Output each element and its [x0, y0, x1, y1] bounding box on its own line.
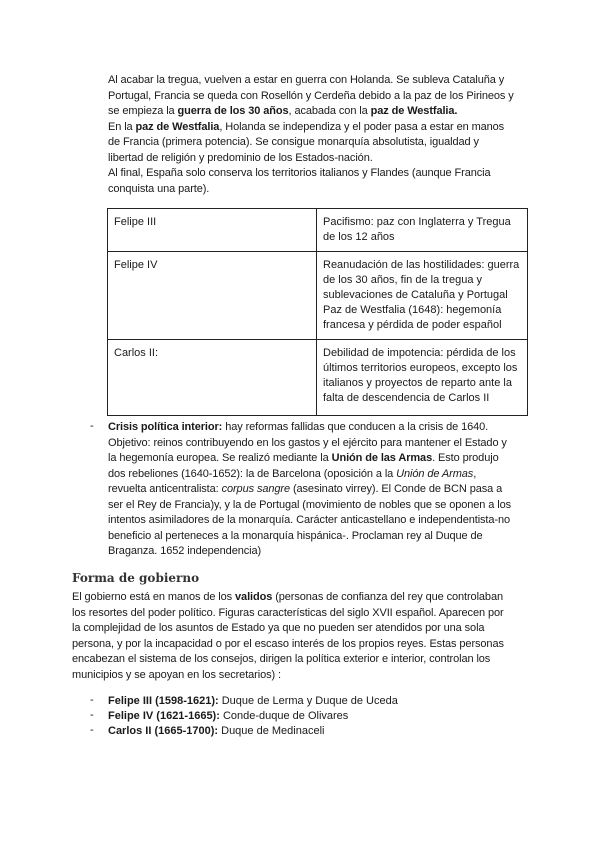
- text-line: [108, 482, 538, 498]
- text-span: se empieza la: [108, 105, 178, 117]
- bold-term: guerra de los 30 años: [177, 105, 289, 117]
- table-row: [108, 340, 528, 416]
- text-span: Duque de Lerma y Duque de Uceda: [218, 695, 398, 707]
- text-line: libertad de religión y predominio de los Estados-nación.: [108, 151, 373, 164]
- table-cell-king: Carlos II:: [108, 340, 317, 416]
- text-span: (personas de confianza del rey que controlaban: [272, 591, 503, 603]
- text-span: . Esto produjo: [432, 452, 499, 464]
- text-span: ,: [473, 467, 477, 480]
- text-line: beneficio al perteneces a la monarquía hispánica-. Proclaman rey al Duque de: [108, 529, 483, 542]
- text-span: (asesinato virrey). El Conde de BCN pasa a: [289, 483, 503, 495]
- table-row: [108, 252, 528, 340]
- bold-term: Carlos II (1665-1700):: [108, 725, 219, 737]
- text-span: , Holanda se independiza y el poder pasa a estar en manos: [219, 120, 505, 133]
- text-line: [108, 120, 538, 136]
- list-dash: -: [90, 420, 94, 432]
- bold-term: Felipe III (1598-1621):: [108, 695, 219, 707]
- text-span: dos rebeliones (1640-1652): la de Barcelona (oposición a la: [108, 467, 397, 480]
- list-dash: -: [90, 724, 94, 736]
- text-line: Al acabar la tregua, vuelven a estar en guerra con Holanda. Se subleva Cataluña y: [108, 74, 505, 86]
- text-line: persona, y por la incapacidad o por el escaso interés de los propios reyes. Estas personas: [72, 637, 504, 650]
- text-line: Al final, España solo conserva los territorios italianos y Flandes (aunque Francia: [108, 167, 491, 179]
- section-heading: Forma de gobierno: [72, 571, 200, 585]
- kings-table: [107, 208, 528, 416]
- paragraph-validos: [72, 590, 532, 683]
- list-dash: -: [90, 694, 94, 706]
- bold-term: paz de Westfalia: [135, 120, 220, 133]
- text-span: hay reformas fallidas que conducen a la crisis de 1640.: [222, 421, 489, 433]
- text-line: ser el Rey de Francia)y, y la de Portugal (movimiento de nobles que se oponen a los: [108, 498, 511, 511]
- text-span: En la: [108, 120, 136, 133]
- text-line: Portugal, Francia se queda con Rosellón y Cerdeña debido a la paz de los Pirineos y: [108, 89, 514, 102]
- list-item: [108, 694, 398, 709]
- paragraph-intro: [108, 73, 538, 197]
- bold-term: Crisis política interior:: [108, 421, 223, 433]
- table-cell-desc: Debilidad de impotencia: pérdida de los últimos territorios europeos, excepto los italianos y proyectos de reparto ante la falta de descendencia de Carlos II: [317, 340, 528, 416]
- italic-term: corpus sangre: [221, 483, 290, 495]
- text-span: Conde-duque de Olivares: [219, 710, 349, 722]
- text-line: la complejidad de los asuntos de Estado ya que no pueden ser atendidos por una sola: [72, 622, 485, 634]
- text-line: conquista una parte).: [108, 182, 210, 195]
- text-line: [108, 451, 538, 467]
- list-item: [108, 724, 324, 739]
- text-span: , acabada con la: [288, 105, 371, 117]
- text-line: [108, 420, 538, 436]
- text-span: Duque de Medinaceli: [218, 725, 325, 737]
- text-span: la hegemonía europea. Se realizó mediante la: [108, 452, 332, 464]
- table-row: [108, 209, 528, 252]
- text-span: revuelta anticentralista:: [108, 483, 222, 495]
- table-cell-king: Felipe IV: [108, 252, 317, 340]
- list-dash: -: [90, 709, 94, 721]
- bold-term: Unión de las Armas: [331, 452, 433, 464]
- bold-term: validos: [235, 591, 273, 603]
- crisis-paragraph: [108, 420, 538, 560]
- text-line: [108, 104, 538, 120]
- bold-term: Felipe IV (1621-1665):: [108, 710, 220, 722]
- text-line: de Francia (primera potencia). Se consigue monarquía absolutista, igualdad y: [108, 136, 479, 148]
- text-line: los resortes del poder político. Figuras características del siglo XVII español. Aparecen por: [72, 606, 504, 619]
- table-cell-king: Felipe III: [108, 209, 317, 252]
- text-line: Objetivo: reinos contribuyendo en los gastos y el ejército para mantener el Estado y: [108, 436, 507, 449]
- text-line: [108, 467, 538, 483]
- text-line: Braganza. 1652 independencia): [108, 545, 262, 557]
- text-line: municipios y se apoyan en los secretarios) :: [72, 668, 281, 681]
- text-line: [72, 590, 532, 606]
- bold-term: paz de Westfalia.: [370, 105, 458, 117]
- text-span: El gobierno está en manos de los: [72, 591, 236, 603]
- table-cell-desc: Pacifismo: paz con Inglaterra y Tregua de los 12 años: [317, 209, 528, 252]
- text-line: encabezan el sistema de los consejos, dirigen la política exterior e interior, controlan los: [72, 653, 491, 665]
- italic-term: Unión de Armas: [396, 467, 474, 480]
- table-cell-desc: Reanudación de las hostilidades: guerra de los 30 años, fin de la tregua y sublevaciones de Cataluña y Portugal Paz de Westfalia (1648): hegemonía francesa y pérdida de poder español: [317, 252, 528, 340]
- list-item: [108, 709, 348, 724]
- text-line: intentos asimiladores de la monarquía. Carácter anticastellano e independentista-no: [108, 514, 511, 526]
